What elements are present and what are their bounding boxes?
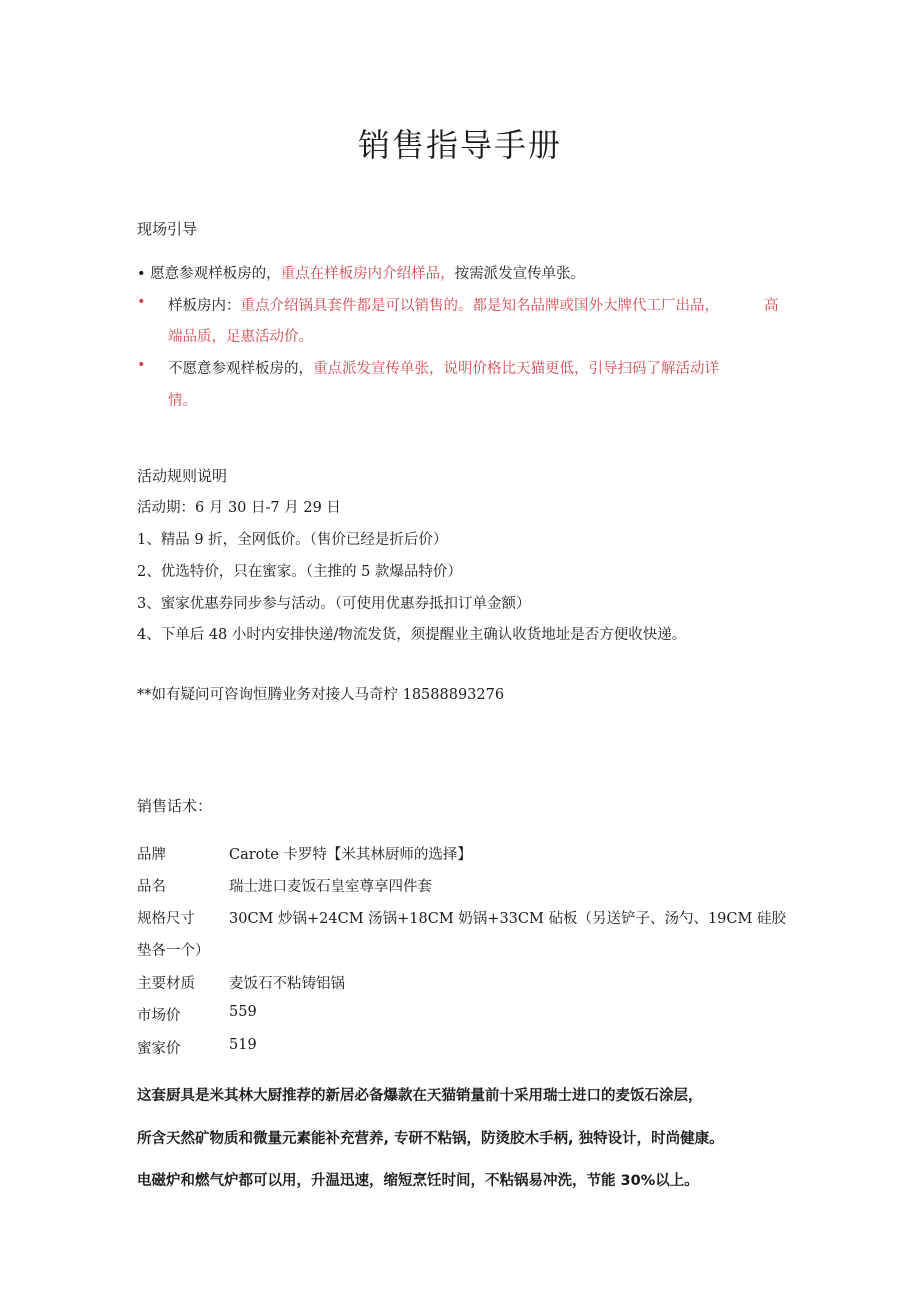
rule-item: 1、精品 9 折，全网低价。（售价已经是折后价） bbox=[137, 532, 448, 548]
bullet-marker: • bbox=[137, 266, 146, 282]
section-heading-onsite-guide: 现场引导 bbox=[137, 220, 198, 238]
bullet-item-1 bbox=[137, 262, 585, 283]
spec-label-brand: 品牌 bbox=[137, 847, 166, 863]
spec-value-material: 麦饭石不粘铸铝锅 bbox=[229, 976, 345, 992]
bullet-marker: • bbox=[137, 357, 146, 373]
bullet-text-highlight: 重点派发宣传单张，说明价格比天猫更低，引导扫码了解活动详 bbox=[313, 361, 719, 377]
bullet-item-2-line2: 端品质，足惠活动价。 bbox=[168, 329, 313, 345]
spec-value-mijia-price: 519 bbox=[229, 1037, 257, 1053]
rule-item: 2、优选特价，只在蜜家。（主推的 5 款爆品特价） bbox=[137, 564, 462, 580]
bullet-marker: • bbox=[137, 294, 146, 310]
section-heading-activity-rules: 活动规则说明 bbox=[137, 467, 228, 485]
sales-paragraph: 电磁炉和燃气炉都可以用，升温迅速，缩短烹饪时间，不粘锅易冲洗，节能 30%以上。 bbox=[137, 1173, 699, 1189]
activity-period: 活动期：6 月 30 日-7 月 29 日 bbox=[137, 500, 341, 516]
bullet-text: 样板房内： bbox=[168, 298, 241, 314]
spec-label-size: 规格尺寸 bbox=[137, 911, 195, 927]
sales-paragraph: 所含天然矿物质和微量元素能补充营养, 专研不粘锅，防烫胶木手柄, 独特设计，时尚健康。 bbox=[137, 1131, 724, 1147]
spec-value-product: 瑞士进口麦饭石皇室尊享四件套 bbox=[229, 879, 432, 895]
bullet-text: 愿意参观样板房的， bbox=[150, 266, 281, 282]
spec-value-market-price: 559 bbox=[229, 1004, 257, 1020]
spec-label-mijia-price: 蜜家价 bbox=[137, 1041, 181, 1057]
bullet-text-highlight: 重点介绍锅具套件都是可以销售的。都是知名品牌或国外大牌代工厂出品， bbox=[240, 298, 719, 314]
section-heading-sales-script: 销售话术： bbox=[137, 797, 213, 815]
bullet-text: 不愿意参观样板房的， bbox=[168, 361, 313, 377]
page-title: 销售指导手册 bbox=[357, 126, 562, 164]
contact-note: **如有疑问可咨询恒腾业务对接人马奇柠 18588893276 bbox=[137, 687, 505, 703]
bullet-item-3-line1 bbox=[168, 357, 719, 378]
spec-value-brand: Carote 卡罗特【米其林厨师的选择】 bbox=[229, 847, 472, 863]
bullet-text-highlight-tail: 高 bbox=[764, 298, 779, 314]
rule-item: 3、蜜家优惠券同步参与活动。（可使用优惠券抵扣订单金额） bbox=[137, 596, 531, 612]
bullet-item-3-line2: 情。 bbox=[168, 393, 197, 409]
bullet-text: 按需派发宣传单张。 bbox=[454, 266, 586, 282]
spec-label-product: 品名 bbox=[137, 879, 166, 895]
spec-label-market-price: 市场价 bbox=[137, 1008, 181, 1024]
bullet-text-highlight: 重点在样板房内介绍样品， bbox=[280, 266, 455, 282]
rule-item: 4、下单后 48 小时内安排快递/物流发货，须提醒业主确认收货地址是否方便收快递。 bbox=[137, 627, 687, 643]
bullet-item-2-line1 bbox=[168, 294, 719, 315]
spec-value-size-continued: 垫各一个） bbox=[137, 943, 210, 959]
spec-value-size: 30CM 炒锅+24CM 汤锅+18CM 奶锅+33CM 砧板（另送铲子、汤勺、19CM 硅胶 bbox=[229, 911, 786, 927]
spec-label-material: 主要材质 bbox=[137, 976, 195, 992]
sales-paragraph: 这套厨具是米其林大厨推荐的新居必备爆款在天猫销量前十采用瑞士进口的麦饭石涂层， bbox=[137, 1088, 703, 1104]
